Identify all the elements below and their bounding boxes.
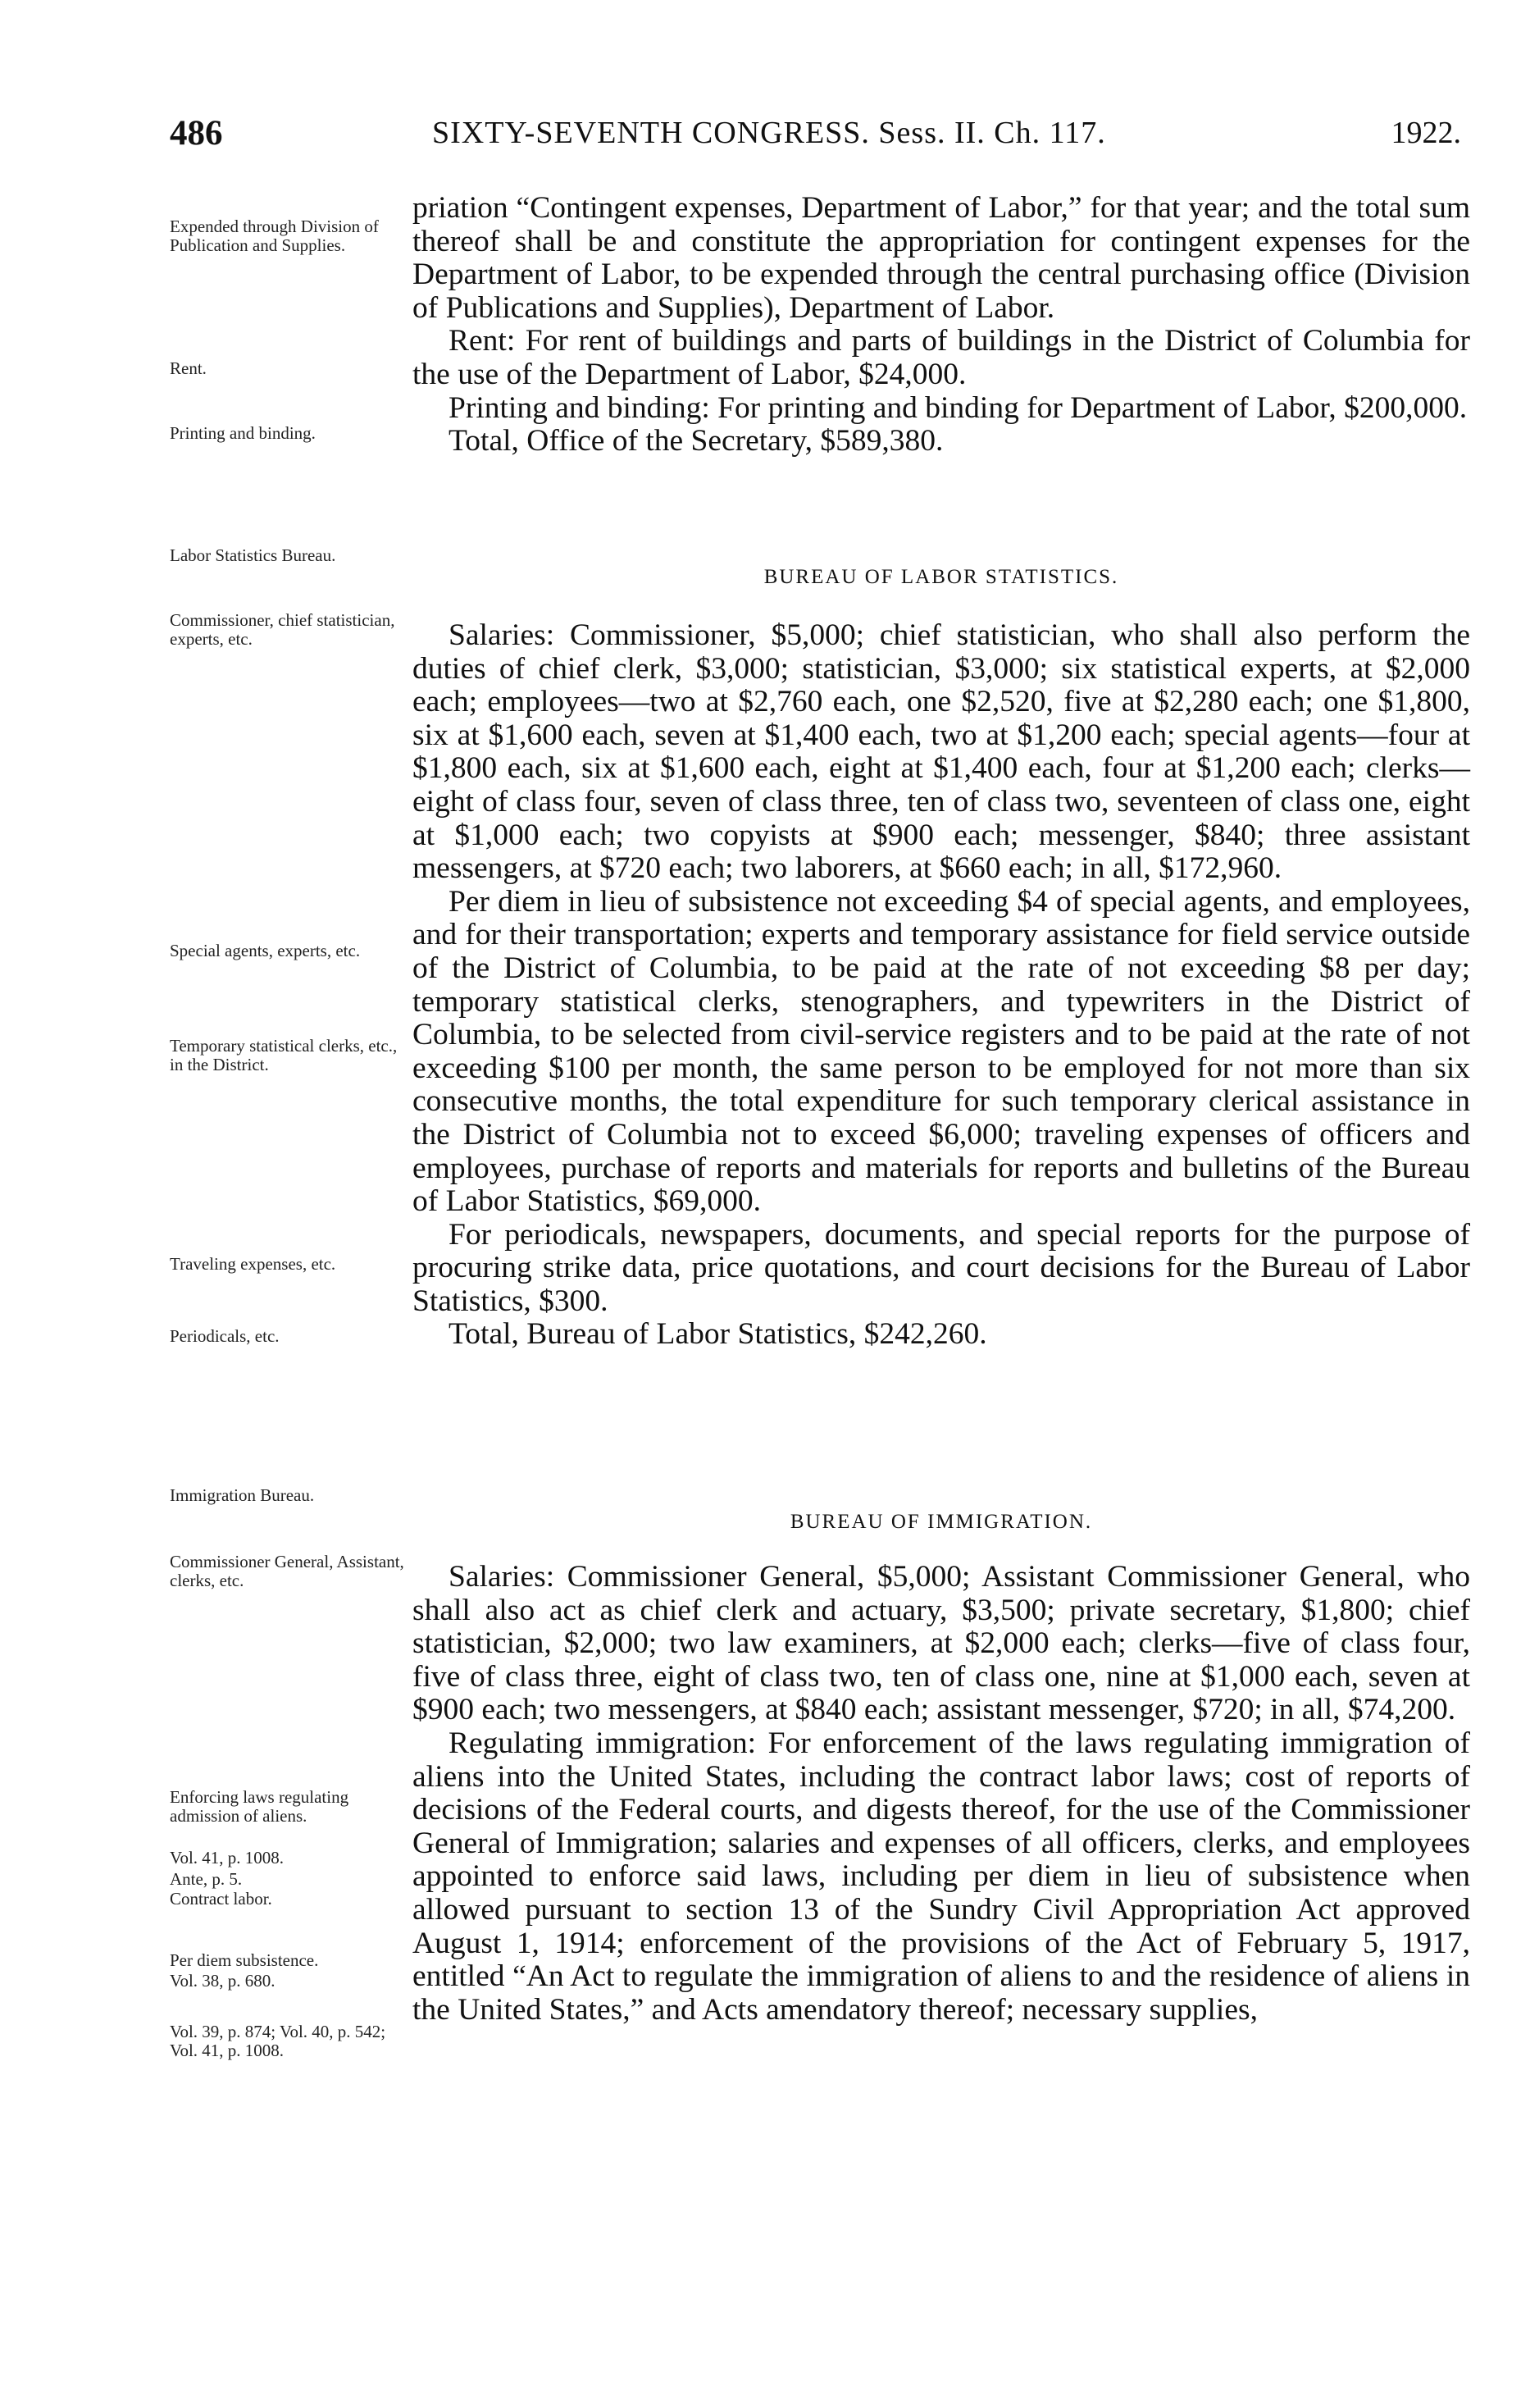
margin-note: Special agents, experts, etc.: [170, 941, 361, 960]
margin-note: Ante, p. 5.: [170, 1869, 243, 1889]
section-heading-labor-statistics: [412, 561, 1470, 595]
paragraph: Regulating immigration: For enforcement of the laws regulating immigration of aliens into the United States, including the contract labor laws; cost of reports of decisions of the Federal courts, and digests thereof, for the use of the Commissioner General of Immigration; salaries and expenses of all officers, clerks, and employees appointed to enforce said laws, including per diem in lieu of subsistence when allowed pursuant to section 13 of the Sundry Civil Appropriation Act approved August 1, 1914; enforcement of the provisions of the Act of February 5, 1917, entitled “An Act to regulate the immigration of aliens to and the residence of aliens in the United States,” and Acts amendatory thereof; necessary supplies,: [412, 1726, 1470, 2027]
margin-note: Printing and binding.: [170, 423, 316, 443]
margin-note: Temporary statistical clerks, etc., in the District.: [170, 1036, 398, 1074]
margin-note: Periodicals, etc.: [170, 1326, 280, 1346]
body-block-2: [412, 619, 1470, 1352]
paragraph: Salaries: Commissioner, $5,000; chief statistician, who shall also perform the duties of chief clerk, $3,000; statistician, $3,000; six statistical experts, at $2,000 each; employees—two at $2,760 each, one $2,520, five at $2,280 each; one $1,800, six at $1,600 each, seven at $1,400 each, two at $1,200 each; special agents—four at $1,800 each, six at $1,600 each, eight at $1,400 each, four at $1,200 each; clerks—eight of class four, seven of class three, ten of class two, seventeen of class one, eight at $1,000 each; two copyists at $900 each; messenger, $840; three assistant messengers, at $720 each; two laborers, at $660 each; in all, $172,960.: [412, 618, 1470, 886]
paragraph: Total, Bureau of Labor Statistics, $242,260.: [449, 1317, 987, 1352]
margin-note: Labor Statistics Bureau.: [170, 545, 336, 565]
running-head: SIXTY-SEVENTH CONGRESS. Sess. II. Ch. 117.: [432, 116, 1106, 150]
margin-note: Rent.: [170, 358, 207, 378]
section-heading: BUREAU OF LABOR STATISTICS.: [763, 566, 1119, 588]
margin-note: Per diem subsistence.: [170, 1950, 319, 1970]
section-heading: BUREAU OF IMMIGRATION.: [790, 1511, 1093, 1533]
year: 1922.: [1391, 116, 1461, 150]
paragraph: Total, Office of the Secretary, $589,380.: [449, 424, 944, 458]
margin-note: Vol. 41, p. 1008.: [170, 1848, 285, 1868]
margin-note: Vol. 39, p. 874; Vol. 40, p. 542; Vol. 41, p. 1008.: [170, 2022, 386, 2060]
margin-note: Immigration Bureau.: [170, 1485, 315, 1505]
paragraph: Salaries: Commissioner General, $5,000; Assistant Commissioner General, who shall also act as chief clerk and actuary, $3,500; private secretary, $1,800; chief statistician, $2,000; two law examiners, at $2,000 each; clerks—five of class four, five of class three, eight of class two, ten of class one, nine at $1,000 each, seven at $900 each; two messengers, at $840 each; assistant messenger, $720; in all, $74,200.: [412, 1560, 1470, 1727]
margin-note: Vol. 38, p. 680.: [170, 1971, 275, 1991]
margin-note: Commissioner General, Assistant, clerks, etc.: [170, 1552, 404, 1590]
margin-note: Expended through Division of Publication and Supplies.: [170, 217, 379, 255]
body-block-3: [412, 1561, 1470, 2027]
paragraph: Per diem in lieu of subsistence not exceeding $4 of special agents, and employees, and for their transportation; experts and temporary assistance for field service outside of the District of Columbia, to be paid at the rate of not exceeding $8 per day; temporary statistical clerks, stenographers, and typewriters in the District of Columbia, to be selected from civil-service registers and to be paid at the rate of not exceeding $100 per month, the same person to be employed for not more than six consecutive months, the total expenditure for such temporary clerical assistance in the District of Columbia not to exceed $6,000; traveling expenses of officers and employees, purchase of reports and materials for reports and bulletins of the Bureau of Labor Statistics, $69,000.: [412, 884, 1470, 1219]
paragraph: For periodicals, newspapers, documents, and special reports for the purpose of procuring strike data, price quotations, and court decisions for the Bureau of Labor Statistics, $300.: [412, 1217, 1470, 1318]
margin-note: Commissioner, chief statistician, experts, etc.: [170, 610, 395, 649]
margin-note: Contract labor.: [170, 1889, 272, 1909]
paragraph: Rent: For rent of buildings and parts of buildings in the District of Columbia for the use of the Department of Labor, $24,000.: [412, 324, 1470, 391]
paragraph: Printing and binding: For printing and binding for Department of Labor, $200,000.: [449, 390, 1468, 425]
page-header: [170, 113, 1461, 154]
margin-note: Enforcing laws regulating admission of aliens.: [170, 1787, 349, 1826]
body-block-1: [412, 192, 1470, 458]
margin-note: Traveling expenses, etc.: [170, 1254, 336, 1274]
paragraph: priation “Contingent expenses, Department of Labor,” for that year; and the total sum thereof shall be and constitute the appropriation for contingent expenses for the Department of Labor, to be expended through the central purchasing office (Division of Publications and Supplies), Department of Labor.: [412, 191, 1470, 325]
page-number: 486: [170, 114, 223, 153]
section-heading-immigration: [412, 1506, 1470, 1539]
